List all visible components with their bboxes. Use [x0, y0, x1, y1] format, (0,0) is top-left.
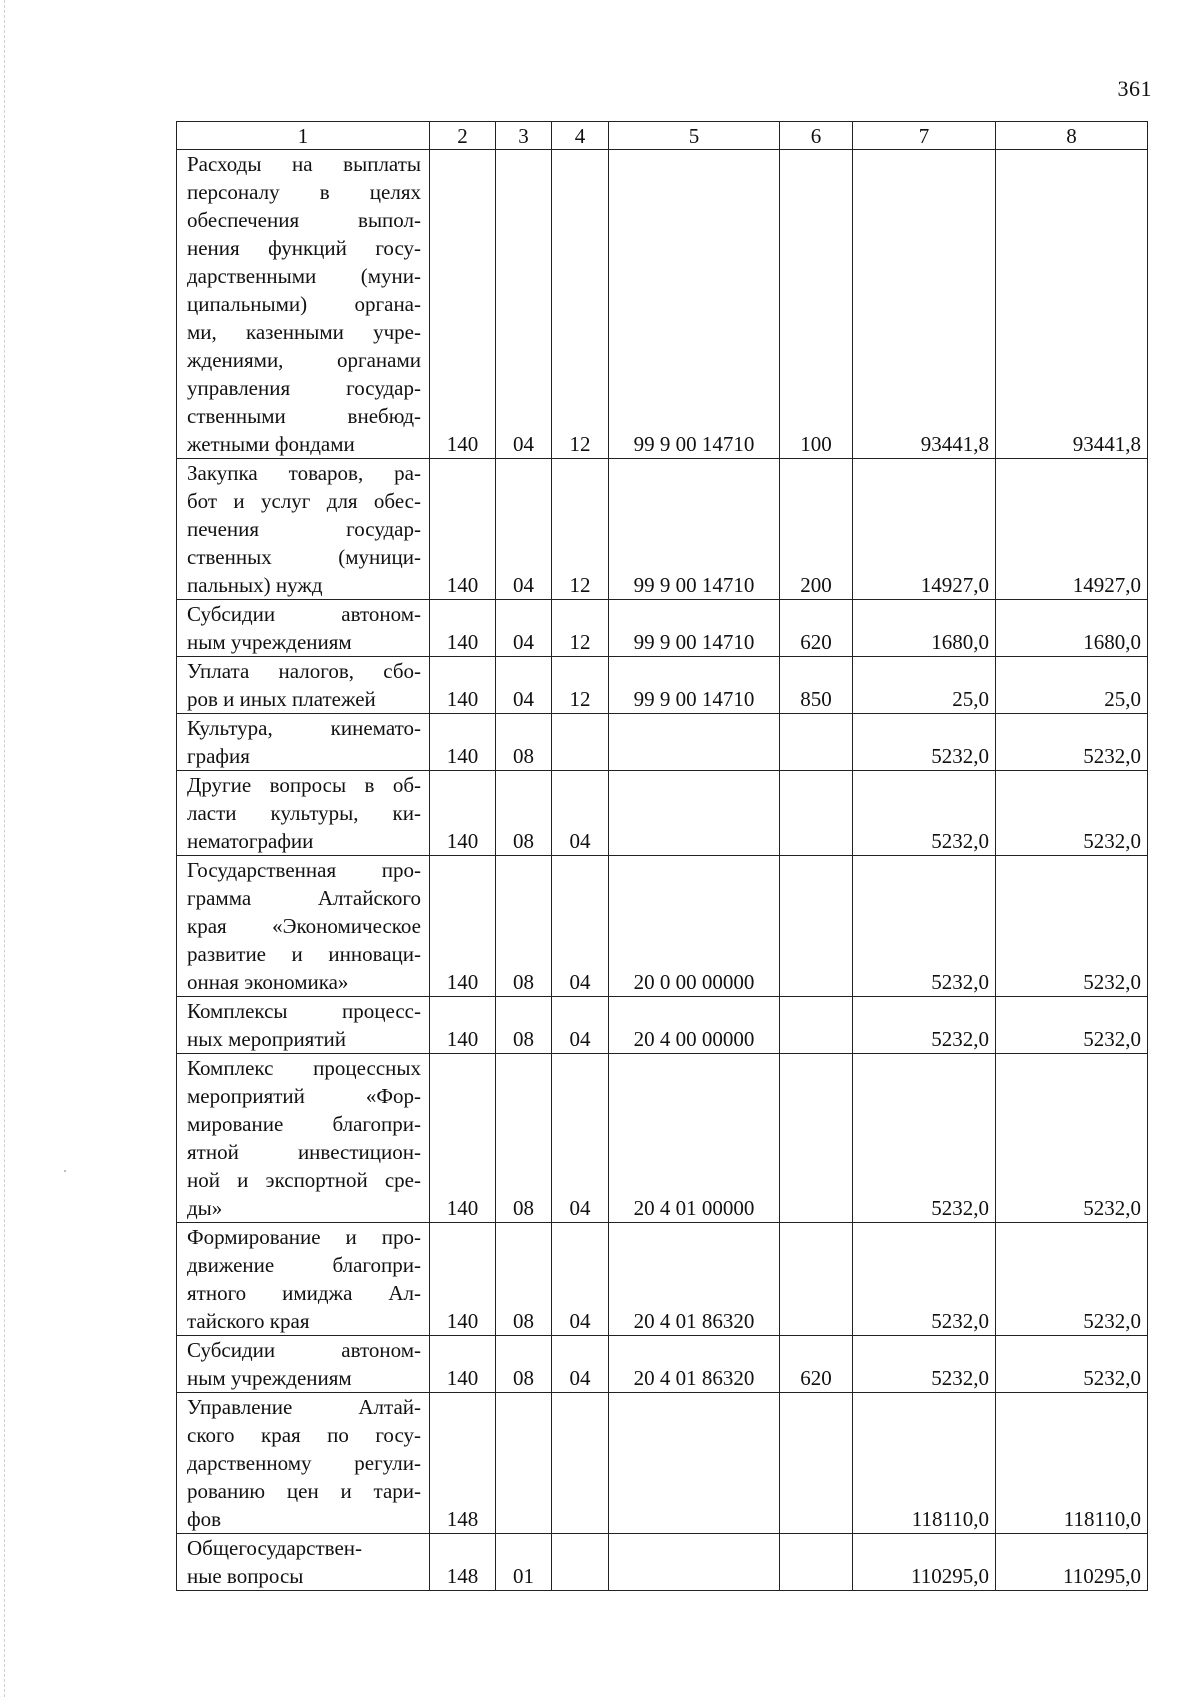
- description-line: Закупка товаров, ра-: [187, 461, 421, 485]
- expense-type-code: [780, 1054, 853, 1223]
- expense-type-code: [780, 1393, 853, 1534]
- description-line: обеспечения выпол-: [187, 208, 421, 232]
- row-description: [177, 771, 430, 856]
- target-article-code: 99 9 00 14710: [609, 600, 780, 657]
- row-description: [177, 150, 430, 459]
- table-row: [177, 771, 1148, 856]
- column-header-5: 5: [609, 122, 780, 150]
- expense-type-code: [780, 997, 853, 1054]
- subsection-code: [552, 1534, 609, 1591]
- section-code: 08: [496, 1336, 552, 1393]
- description-line: тайского края: [187, 1309, 310, 1333]
- subsection-code: 04: [552, 1336, 609, 1393]
- amount-year-1: 5232,0: [853, 1054, 996, 1223]
- description-line: края «Экономическое: [187, 914, 421, 938]
- amount-year-2: 93441,8: [996, 150, 1148, 459]
- description-line: ной и экспортной сре-: [187, 1168, 421, 1192]
- amount-year-1: 25,0: [853, 657, 996, 714]
- description-line: Уплата налогов, сбо-: [187, 659, 421, 683]
- scan-speck: [64, 1170, 66, 1172]
- amount-year-1: 5232,0: [853, 1336, 996, 1393]
- description-line: ского края по госу-: [187, 1423, 421, 1447]
- description-line: жетными фондами: [187, 432, 355, 456]
- amount-year-2: 5232,0: [996, 1336, 1148, 1393]
- description-line: Комплексы процесс-: [187, 999, 421, 1023]
- table-row: [177, 600, 1148, 657]
- description-line: нематографии: [187, 829, 314, 853]
- section-code: 08: [496, 1054, 552, 1223]
- main-code: 148: [430, 1534, 496, 1591]
- description-line: Культура, кинемато-: [187, 716, 421, 740]
- section-code: 01: [496, 1534, 552, 1591]
- subsection-code: 12: [552, 600, 609, 657]
- description-line: ственными внебюд-: [187, 404, 421, 428]
- row-description: [177, 1054, 430, 1223]
- subsection-code: 12: [552, 459, 609, 600]
- table-row: [177, 1054, 1148, 1223]
- column-header-6: 6: [780, 122, 853, 150]
- subsection-code: 04: [552, 1054, 609, 1223]
- section-code: [496, 1393, 552, 1534]
- description-line: ным учреждениям: [187, 630, 352, 654]
- description-line: ным учреждениям: [187, 1366, 352, 1390]
- description-line: развитие и инноваци-: [187, 942, 421, 966]
- description-line: Субсидии автоном-: [187, 1338, 421, 1362]
- table-header-row: [177, 122, 1148, 150]
- row-description: [177, 997, 430, 1054]
- main-code: 140: [430, 600, 496, 657]
- description-line: Комплекс процессных: [187, 1056, 421, 1080]
- target-article-code: 99 9 00 14710: [609, 459, 780, 600]
- subsection-code: 04: [552, 997, 609, 1054]
- subsection-code: 12: [552, 150, 609, 459]
- description-line: Государственная про-: [187, 858, 421, 882]
- description-line: движение благопри-: [187, 1253, 421, 1277]
- page-number: 361: [1117, 76, 1152, 101]
- target-article-code: 20 4 01 86320: [609, 1336, 780, 1393]
- table-row: [177, 997, 1148, 1054]
- description-line: ждениями, органами: [187, 348, 421, 372]
- amount-year-1: 5232,0: [853, 1223, 996, 1336]
- target-article-code: [609, 1393, 780, 1534]
- table-row: [177, 1393, 1148, 1534]
- description-line: ды»: [187, 1196, 223, 1220]
- section-code: 04: [496, 657, 552, 714]
- description-line: Другие вопросы в об-: [187, 773, 421, 797]
- table-row: [177, 714, 1148, 771]
- amount-year-2: 14927,0: [996, 459, 1148, 600]
- description-line: онная экономика»: [187, 970, 349, 994]
- subsection-code: [552, 714, 609, 771]
- expense-type-code: 620: [780, 600, 853, 657]
- description-line: фов: [187, 1507, 222, 1531]
- expense-type-code: [780, 714, 853, 771]
- description-line: ласти культуры, ки-: [187, 801, 421, 825]
- table-row: [177, 150, 1148, 459]
- section-code: 04: [496, 150, 552, 459]
- expense-type-code: 100: [780, 150, 853, 459]
- column-header-4: 4: [552, 122, 609, 150]
- table-row: [177, 856, 1148, 997]
- description-line: ятного имиджа Ал-: [187, 1281, 421, 1305]
- amount-year-2: 5232,0: [996, 771, 1148, 856]
- table-row: [177, 1223, 1148, 1336]
- section-code: 04: [496, 600, 552, 657]
- description-line: Общегосударствен-: [187, 1536, 363, 1560]
- description-line: Формирование и про-: [187, 1225, 421, 1249]
- description-line: ственных (муници-: [187, 545, 421, 569]
- description-line: графия: [187, 744, 250, 768]
- description-line: ные вопросы: [187, 1564, 304, 1588]
- amount-year-2: 118110,0: [996, 1393, 1148, 1534]
- main-code: 140: [430, 150, 496, 459]
- column-header-7: 7: [853, 122, 996, 150]
- main-code: 140: [430, 1336, 496, 1393]
- section-code: 08: [496, 856, 552, 997]
- description-line: дарственному регули-: [187, 1451, 421, 1475]
- amount-year-2: 1680,0: [996, 600, 1148, 657]
- amount-year-2: 25,0: [996, 657, 1148, 714]
- table-row: [177, 1534, 1148, 1591]
- row-description: [177, 856, 430, 997]
- row-description: [177, 714, 430, 771]
- expense-type-code: [780, 771, 853, 856]
- table-row: [177, 1336, 1148, 1393]
- target-article-code: [609, 771, 780, 856]
- table-row: [177, 459, 1148, 600]
- description-line: ми, казенными учре-: [187, 320, 421, 344]
- description-line: управления государ-: [187, 376, 421, 400]
- amount-year-2: 5232,0: [996, 856, 1148, 997]
- amount-year-2: 5232,0: [996, 714, 1148, 771]
- amount-year-1: 5232,0: [853, 714, 996, 771]
- amount-year-1: 1680,0: [853, 600, 996, 657]
- main-code: 140: [430, 657, 496, 714]
- column-header-1: 1: [177, 122, 430, 150]
- amount-year-2: 5232,0: [996, 997, 1148, 1054]
- expense-type-code: 200: [780, 459, 853, 600]
- description-line: мирование благопри-: [187, 1112, 421, 1136]
- amount-year-1: 14927,0: [853, 459, 996, 600]
- main-code: 140: [430, 1054, 496, 1223]
- description-line: Субсидии автоном-: [187, 602, 421, 626]
- description-line: Управление Алтай-: [187, 1395, 421, 1419]
- main-code: 140: [430, 997, 496, 1054]
- target-article-code: 20 4 01 00000: [609, 1054, 780, 1223]
- description-line: персоналу в целях: [187, 180, 421, 204]
- description-line: ципальными) органа-: [187, 292, 421, 316]
- main-code: 140: [430, 856, 496, 997]
- table-body: [177, 150, 1148, 1591]
- subsection-code: 12: [552, 657, 609, 714]
- section-code: 08: [496, 771, 552, 856]
- description-line: ров и иных платежей: [187, 687, 376, 711]
- column-header-3: 3: [496, 122, 552, 150]
- description-line: Расходы на выплаты: [187, 152, 421, 176]
- description-line: ятной инвестицион-: [187, 1140, 421, 1164]
- description-line: ных мероприятий: [187, 1027, 346, 1051]
- main-code: 148: [430, 1393, 496, 1534]
- row-description: [177, 1223, 430, 1336]
- target-article-code: [609, 714, 780, 771]
- subsection-code: 04: [552, 856, 609, 997]
- expense-type-code: [780, 1223, 853, 1336]
- row-description: [177, 1534, 430, 1591]
- amount-year-1: 118110,0: [853, 1393, 996, 1534]
- scan-edge-line: [4, 0, 5, 1697]
- main-code: 140: [430, 771, 496, 856]
- row-description: [177, 1393, 430, 1534]
- target-article-code: 20 0 00 00000: [609, 856, 780, 997]
- amount-year-1: 5232,0: [853, 856, 996, 997]
- amount-year-2: 5232,0: [996, 1223, 1148, 1336]
- target-article-code: 20 4 00 00000: [609, 997, 780, 1054]
- expense-type-code: 850: [780, 657, 853, 714]
- row-description: [177, 657, 430, 714]
- target-article-code: 20 4 01 86320: [609, 1223, 780, 1336]
- expense-type-code: [780, 856, 853, 997]
- subsection-code: [552, 1393, 609, 1534]
- amount-year-2: 5232,0: [996, 1054, 1148, 1223]
- amount-year-2: 110295,0: [996, 1534, 1148, 1591]
- description-line: рованию цен и тари-: [187, 1479, 421, 1503]
- description-line: печения государ-: [187, 517, 421, 541]
- amount-year-1: 5232,0: [853, 771, 996, 856]
- row-description: [177, 600, 430, 657]
- section-code: 04: [496, 459, 552, 600]
- section-code: 08: [496, 997, 552, 1054]
- column-header-2: 2: [430, 122, 496, 150]
- description-line: дарственными (муни-: [187, 264, 421, 288]
- main-code: 140: [430, 459, 496, 600]
- subsection-code: 04: [552, 771, 609, 856]
- amount-year-1: 93441,8: [853, 150, 996, 459]
- target-article-code: 99 9 00 14710: [609, 657, 780, 714]
- expense-type-code: 620: [780, 1336, 853, 1393]
- section-code: 08: [496, 1223, 552, 1336]
- budget-table: [176, 121, 1148, 1591]
- subsection-code: 04: [552, 1223, 609, 1336]
- expense-type-code: [780, 1534, 853, 1591]
- main-code: 140: [430, 1223, 496, 1336]
- row-description: [177, 459, 430, 600]
- description-line: бот и услуг для обес-: [187, 489, 421, 513]
- target-article-code: 99 9 00 14710: [609, 150, 780, 459]
- main-code: 140: [430, 714, 496, 771]
- section-code: 08: [496, 714, 552, 771]
- column-header-8: 8: [996, 122, 1148, 150]
- description-line: пальных) нужд: [187, 573, 323, 597]
- amount-year-1: 5232,0: [853, 997, 996, 1054]
- row-description: [177, 1336, 430, 1393]
- table-row: [177, 657, 1148, 714]
- description-line: мероприятий «Фор-: [187, 1084, 421, 1108]
- target-article-code: [609, 1534, 780, 1591]
- description-line: грамма Алтайского: [187, 886, 421, 910]
- description-line: нения функций госу-: [187, 236, 421, 260]
- amount-year-1: 110295,0: [853, 1534, 996, 1591]
